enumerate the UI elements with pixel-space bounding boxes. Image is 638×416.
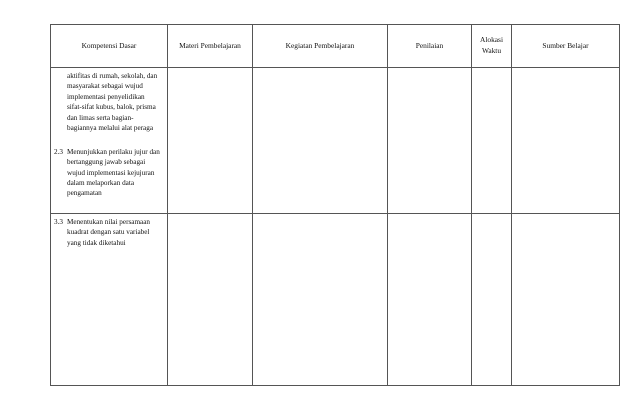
materi-cell xyxy=(168,68,253,214)
header-materi-pembelajaran: Materi Pembelajaran xyxy=(168,25,253,68)
header-kompetensi-dasar: Kompetensi Dasar xyxy=(51,25,168,68)
penilaian-cell xyxy=(388,214,472,386)
kd-continuation-text: aktifitas di rumah, sekolah, dan masyarakat sebagai wujud implementasi penyelidikan sifat-sifat kubus, balok, prisma dan limas serta bagian-bagiannya melalui alat peraga xyxy=(67,72,158,133)
kd-item xyxy=(54,217,161,248)
kegiatan-cell xyxy=(253,68,388,214)
penilaian-cell xyxy=(388,68,472,214)
sumber-cell xyxy=(512,68,620,214)
kd-continuation xyxy=(54,71,161,134)
kd-item xyxy=(54,147,161,199)
kd-text: Menunjukkan perilaku jujur dan bertanggung jawab sebagai wujud implementasi kejujuran dalam melaporkan data pengamatan xyxy=(67,147,160,198)
kd-text: Menentukan nilai persamaan kuadrat dengan satu variabel yang tidak diketahui xyxy=(67,218,151,247)
kd-cell xyxy=(51,214,168,386)
header-alokasi-waktu: Alokasi Waktu xyxy=(472,25,512,68)
table-row xyxy=(51,214,620,386)
sumber-cell xyxy=(512,214,620,386)
header-penilaian: Penilaian xyxy=(388,25,472,68)
materi-cell xyxy=(168,214,253,386)
kegiatan-cell xyxy=(253,214,388,386)
header-sumber-belajar: Sumber Belajar xyxy=(512,25,620,68)
kd-cell xyxy=(51,68,168,214)
alokasi-cell xyxy=(472,68,512,214)
lesson-plan-table xyxy=(50,24,620,386)
header-kegiatan-pembelajaran: Kegiatan Pembelajaran xyxy=(253,25,388,68)
table-row xyxy=(51,68,620,214)
alokasi-cell xyxy=(472,214,512,386)
kd-number: 3.3 xyxy=(54,218,63,226)
header-row xyxy=(51,25,620,68)
kd-number: 2.3 xyxy=(54,147,63,156)
